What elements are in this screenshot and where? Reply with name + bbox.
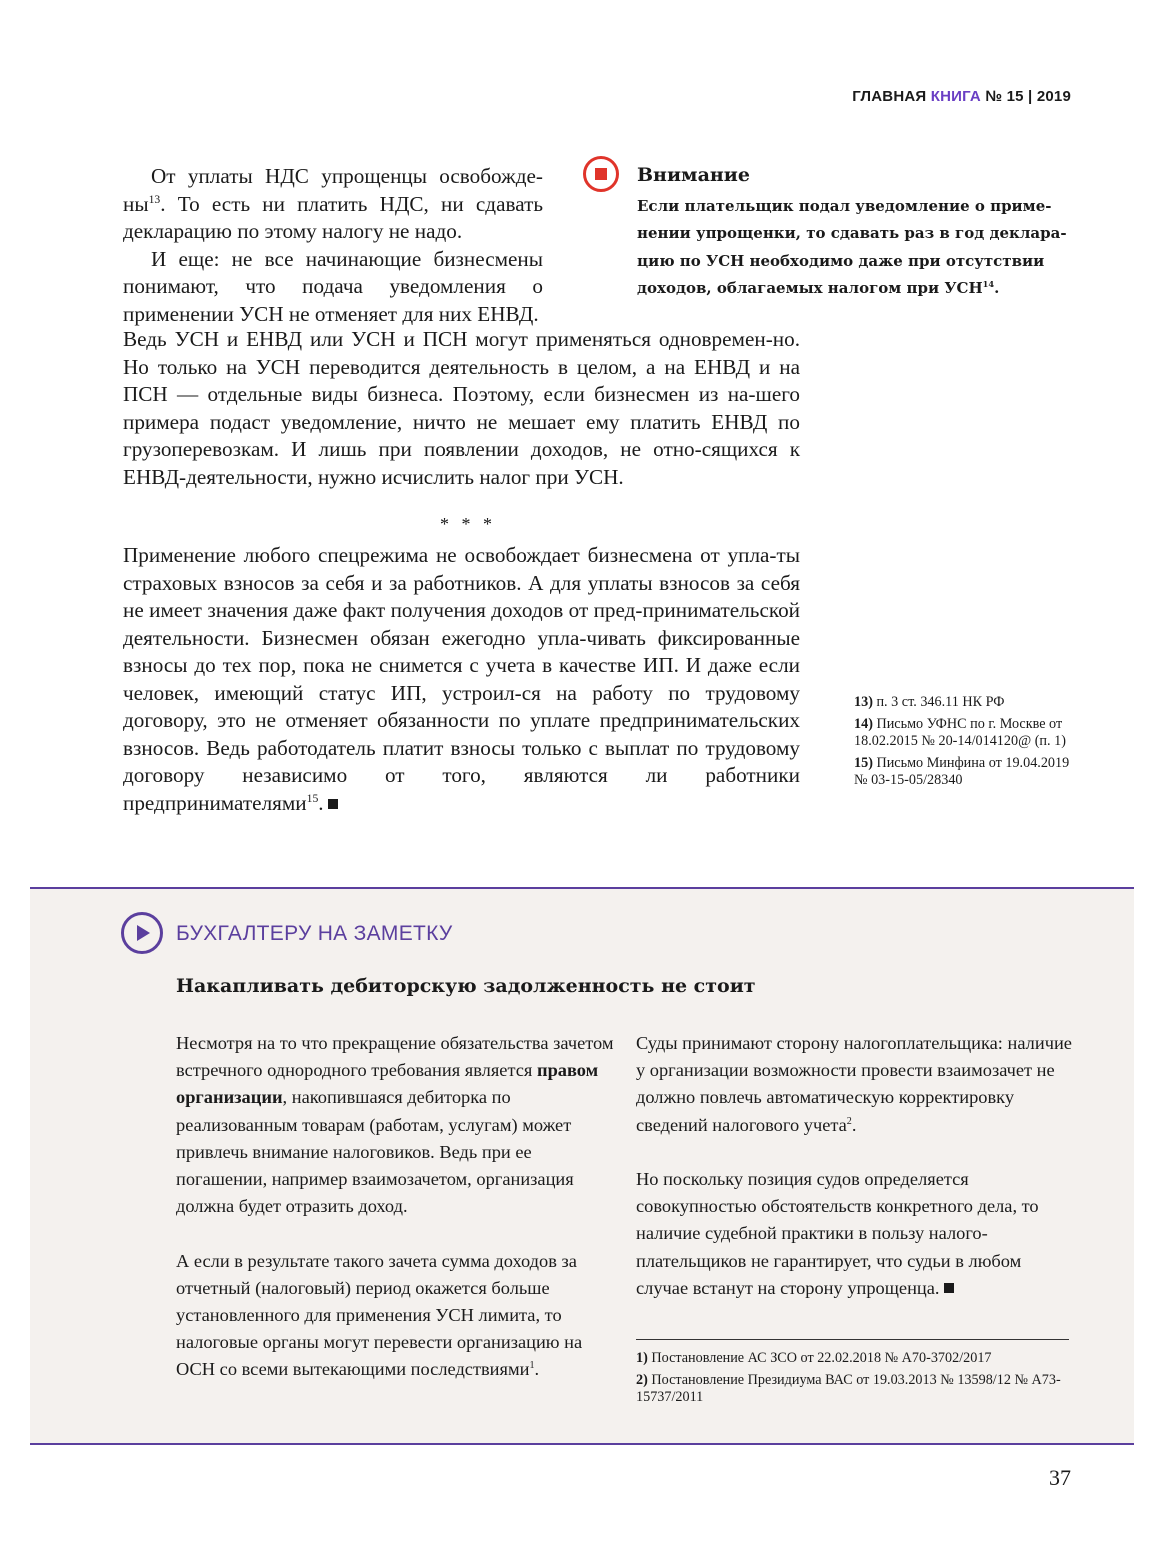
header-glavnaya: ГЛАВНАЯ [852,88,927,105]
paragraph-2-continued: Ведь УСН и ЕНВД или УСН и ПСН могут применяться одновремен-но. Но только на УСН переводится деятельность в целом, а на ЕНВД и на ПСН — отдельные виды бизнеса. Поэтому, если бизнесмен из на-шего примера подаст уведомление, ничто не мешает ему платить ЕНВД по грузоперевозкам. И лишь при появлении доходов, не отно-сящихся к ЕНВД-деятельности, нужно исчислить налог при УСН. [123,327,800,489]
note-left-column [176,1030,616,1411]
note-right-column [636,1030,1076,1329]
footnote: 1) Постановление АС ЗСО от 22.02.2018 № А70-3702/2017 [636,1350,992,1366]
note-title: Накапливать дебиторскую задолженность не стоит [176,975,756,997]
footnote: 15) Письмо Минфина от 19.04.2019 № 03-15-05/28340 [854,754,1070,788]
note-footnotes [636,1350,1076,1411]
end-square-icon [944,1283,954,1293]
header-issue: № 15 | 2019 [985,88,1071,105]
footnote: 13) п. 3 ст. 346.11 НК РФ [854,694,1005,710]
attention-title: Внимание [637,164,750,186]
paragraph-2-start: И еще: не все начинающие бизнесмены понимают, что подача уведомления о применении УСН не отменяет для них ЕНВД. [123,246,543,326]
footnote: 14) Письмо УФНС по г. Москве от 18.02.2015 № 20-14/014120@ (п. 1) [854,715,1066,749]
note-right-paragraph-1: Суды принимают сторону налогоплательщика: наличие у организации возможности провести взаимозачет не должно повлечь автоматическую корректировку сведений налогового учета$^2$. [636,1033,1072,1135]
page-number: 37 [1049,1465,1071,1490]
stop-icon [583,156,619,192]
footnote-divider [636,1339,1069,1340]
footnote: 2) Постановление Президиума ВАС от 19.03.2013 № 13598/12 № А73-15737/2011 [636,1372,1061,1405]
note-left-paragraph-2: А если в результате такого зачета сумма доходов за отчетный (налоговый) период окажется больше установленного для применения УСН лимита, то налоговые органы могут перевести организацию на ОСН со всеми вытекающими последствиями$^1$. [176,1250,583,1380]
attention-text: Если плательщик подал уведомление о приме-нении упрощенки, то сдавать раз в год деклара-цию по УСН необходимо даже при отсутствии доходов, облагаемых налогом при УСН$^{14}$. [637,197,1067,297]
note-right-paragraph-2: Но поскольку позиция судов определяется совокупностью обстоятельств конкретного дела, то наличие судебной практики в пользу налого-плательщиков не гарантирует, что судьи в любом случае встанут на сторону упрощенца. [636,1169,1039,1298]
intro-paragraphs [123,163,543,328]
paragraph-1: От уплаты НДС упрощенцы освобожде-$ны^{13}$. То есть ни платить НДС, ни сдавать декларацию по этому налогу не надо. [123,164,543,243]
footnotes [854,694,1084,794]
end-square-icon [328,799,338,809]
play-icon [121,912,163,954]
note-left-paragraph-1: Несмотря на то что прекращение обязательства зачетом встречного однородного требования является правом организации, накопившаяся дебиторка по реализованным товарам (работам, услугам) может привлечь внимание налоговиков. Ведь при ее погашении, например взаимозачетом, организация должна будет отразить доход. [176,1033,614,1217]
running-header [852,88,1071,105]
section-separator: * * * [440,514,496,534]
paragraph-3: Применение любого спецрежима не освобождает бизнесмена от упла-ты страховых взносов за себя и за работников. А для уплаты взносов за себя не имеет значения даже факт получения доходов от пред-принимательской деятельности. Бизнесмен обязан ежегодно упла-чивать фиксированные взносы до тех пор, пока не снимется с учета в качестве ИП. И даже если человек, имеющий статус ИП, устроил-ся на работу по трудовому договору, это не отменяет обязанности по уплате предпринимательских взносов. Ведь работодатель платит взносы только с выплат по трудовому договору независимо от того, являются ли работники предпринимателями$^{15}$. [123,543,800,815]
note-label: БУХГАЛТЕРУ НА ЗАМЕТКУ [176,922,453,945]
header-kniga: КНИГА [930,88,981,105]
